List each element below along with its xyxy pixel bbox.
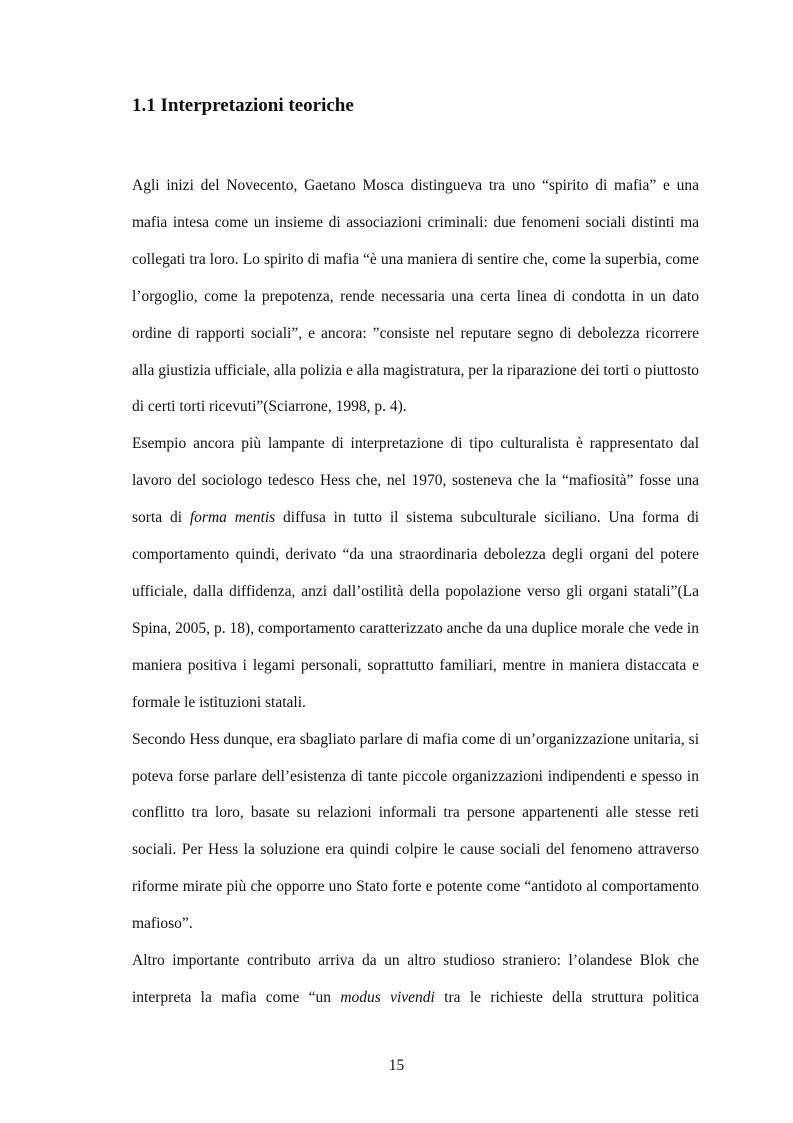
text-run: Secondo Hess dunque, era sbagliato parlare di mafia come di un’organizzazione unitaria, si poteva forse parlare dell’esistenza di tante piccole organizzazioni indipendenti e spesso in conflitto tra loro, basate su relazioni informali tra persone appartenenti alle stesse reti sociali. Per Hess la soluzione era quindi colpire le cause sociali del fenomeno attraverso riforme mirate più che opporre uno Stato forte e potente come “antidoto al comportamento mafioso”.	[132, 730, 699, 933]
text-run: Esempio ancora più lampante di interpretazione di tipo culturalista è rappresentato dal lavoro del sociologo tedesco Hess che, nel 1970, sosteneva che la “mafiosità” fosse una sorta di	[132, 435, 699, 527]
text-run: diffusa in tutto il sistema subculturale siciliano. Una forma di comportamento quindi, derivato “da una straordinaria debolezza degli organi del potere ufficiale, dalla diffidenza, anzi dall’ostilità della popolazione verso gli organi statali”(La Spina, 2005, p. 18), comportamento caratterizzato anche da una duplice morale che vede in maniera positiva i legami personali, soprattutto familiari, mentre in maniera distaccata e formale le istituzioni statali.	[132, 509, 700, 711]
text-run: tra le richieste della struttura politica	[434, 988, 700, 1006]
page-number: 15	[388, 1057, 405, 1074]
section-heading: 1.1 Interpretazioni teoriche	[132, 95, 354, 116]
paragraph	[132, 426, 699, 721]
text-run: Agli inizi del Novecento, Gaetano Mosca distingueva tra uno “spirito di mafia” e una mafia intesa come un insieme di associazioni criminali: due fenomeni sociali distinti ma collegati tra loro. Lo spirito di mafia “è una maniera di sentire che, come la superbia, come l’orgoglio, come la prepotenza, rende necessaria una certa linea di condotta in un dato ordine di rapporti sociali”, e ancora: ”consiste nel reputare segno di debolezza ricorrere alla giustizia ufficiale, alla polizia e alla magistratura, per la riparazione dei torti o piuttosto di certi torti ricevuti”(Sciarrone, 1998, p. 4).	[132, 177, 699, 416]
italic-term: forma mentis	[189, 509, 276, 527]
paragraph	[132, 168, 699, 426]
italic-term: modus vivendi	[340, 988, 435, 1006]
paragraph	[132, 722, 699, 943]
text-run: Altro importante contributo arriva da un altro studioso straniero: l’olandese Blok che interpreta la mafia come “un	[132, 952, 699, 1006]
paragraph-continued	[132, 943, 699, 1017]
body-text	[132, 168, 699, 1017]
